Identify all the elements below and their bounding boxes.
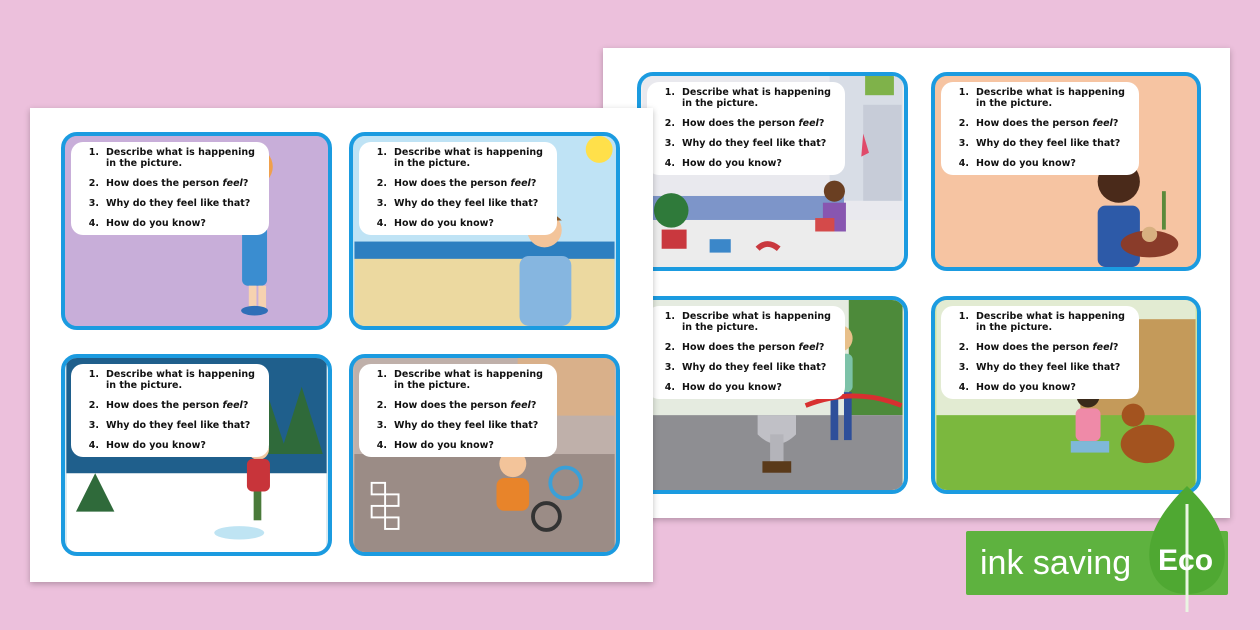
question-item — [365, 178, 551, 189]
question-item — [77, 198, 263, 209]
question-text — [976, 118, 1133, 129]
question-number: 2. — [376, 178, 387, 189]
question-text: How do you know? — [976, 158, 1076, 169]
question-item — [653, 118, 839, 129]
question-text-part: ? — [530, 400, 537, 411]
question-number: 1. — [664, 311, 675, 322]
question-item — [653, 342, 839, 353]
question-number: 2. — [88, 400, 99, 411]
question-number: 2. — [376, 400, 387, 411]
question-list — [77, 147, 263, 229]
question-number: 4. — [664, 382, 675, 393]
question-number: 2. — [664, 342, 675, 353]
question-number: 2. — [664, 118, 675, 129]
question-text: Why do they feel like that? — [682, 138, 827, 149]
question-text: Describe what is happening in the picture. — [682, 87, 831, 109]
card-bike — [349, 354, 620, 556]
question-text-part: How does the person — [976, 342, 1093, 353]
question-emphasis: feel — [510, 178, 531, 189]
question-bubble — [941, 306, 1139, 399]
question-number: 1. — [376, 369, 387, 380]
question-text-part: How does the person — [394, 400, 511, 411]
question-text: Why do they feel like that? — [976, 362, 1121, 373]
question-item — [947, 311, 1133, 333]
question-item — [77, 420, 263, 431]
question-bubble — [647, 306, 845, 399]
question-number: 1. — [376, 147, 387, 158]
question-text-part: ? — [1112, 118, 1119, 129]
question-item — [77, 440, 263, 451]
question-item — [653, 138, 839, 149]
question-item — [947, 342, 1133, 353]
question-emphasis: feel — [222, 178, 243, 189]
question-item — [365, 198, 551, 209]
question-text — [682, 342, 839, 353]
question-list — [947, 87, 1133, 169]
question-text — [976, 342, 1133, 353]
question-text-part: How does the person — [394, 178, 511, 189]
card-cake — [931, 72, 1201, 271]
question-emphasis: feel — [798, 118, 819, 129]
question-number: 4. — [88, 218, 99, 229]
question-number: 2. — [958, 342, 969, 353]
question-text: How do you know? — [682, 158, 782, 169]
question-item — [365, 369, 551, 391]
question-item — [947, 87, 1133, 109]
question-text-part: How does the person — [106, 400, 223, 411]
question-number: 1. — [958, 87, 969, 98]
question-bubble — [941, 82, 1139, 175]
question-emphasis: feel — [798, 342, 819, 353]
question-item — [653, 362, 839, 373]
question-number: 2. — [88, 178, 99, 189]
question-number: 4. — [376, 218, 387, 229]
question-list — [365, 369, 551, 451]
question-item — [653, 87, 839, 109]
question-item — [653, 382, 839, 393]
question-number: 1. — [958, 311, 969, 322]
question-bubble — [71, 142, 269, 235]
question-list — [365, 147, 551, 229]
question-item — [77, 369, 263, 391]
question-text: Describe what is happening in the picture. — [682, 311, 831, 333]
question-text: Why do they feel like that? — [106, 420, 251, 431]
back-worksheet — [603, 48, 1230, 518]
question-text — [682, 118, 839, 129]
question-item — [365, 440, 551, 451]
question-text: Describe what is happening in the picture. — [394, 147, 543, 169]
question-text: Describe what is happening in the picture. — [976, 311, 1125, 333]
question-item — [947, 118, 1133, 129]
question-text: Why do they feel like that? — [106, 198, 251, 209]
question-item — [947, 158, 1133, 169]
question-text: How do you know? — [976, 382, 1076, 393]
question-list — [653, 311, 839, 393]
eco-label: Eco — [1158, 544, 1214, 577]
question-text: Describe what is happening in the picture. — [106, 147, 255, 169]
question-number: 4. — [958, 382, 969, 393]
question-item — [77, 147, 263, 169]
question-number: 3. — [664, 362, 675, 373]
question-list — [653, 87, 839, 169]
question-bubble — [71, 364, 269, 457]
question-text: Why do they feel like that? — [394, 198, 539, 209]
question-text: How do you know? — [394, 440, 494, 451]
question-text — [106, 178, 263, 189]
question-number: 3. — [376, 420, 387, 431]
question-text: Describe what is happening in the picture. — [394, 369, 543, 391]
question-number: 3. — [88, 198, 99, 209]
question-text: How do you know? — [106, 440, 206, 451]
question-emphasis: feel — [510, 400, 531, 411]
question-number: 4. — [958, 158, 969, 169]
question-item — [365, 420, 551, 431]
question-text-part: ? — [242, 400, 249, 411]
question-text-part: How does the person — [976, 118, 1093, 129]
question-item — [947, 362, 1133, 373]
question-text-part: ? — [242, 178, 249, 189]
question-item — [77, 218, 263, 229]
question-number: 3. — [664, 138, 675, 149]
question-number: 4. — [88, 440, 99, 451]
question-item — [653, 311, 839, 333]
question-text: How do you know? — [394, 218, 494, 229]
question-text-part: ? — [818, 118, 825, 129]
card-beach — [349, 132, 620, 330]
question-text: How do you know? — [682, 382, 782, 393]
question-bubble — [359, 142, 557, 235]
question-text-part: ? — [1112, 342, 1119, 353]
question-number: 3. — [376, 198, 387, 209]
question-item — [77, 400, 263, 411]
question-item — [365, 147, 551, 169]
question-item — [77, 178, 263, 189]
question-bubble — [359, 364, 557, 457]
card-present — [637, 72, 908, 271]
question-text: Why do they feel like that? — [682, 362, 827, 373]
card-broken-toy — [61, 132, 332, 330]
question-item — [947, 138, 1133, 149]
question-text: Describe what is happening in the picture. — [976, 87, 1125, 109]
ink-saving-label: ink saving — [980, 544, 1132, 582]
question-item — [365, 400, 551, 411]
question-number: 2. — [958, 118, 969, 129]
question-number: 3. — [958, 362, 969, 373]
question-text — [394, 178, 551, 189]
question-number: 3. — [958, 138, 969, 149]
question-item — [653, 158, 839, 169]
question-item — [947, 382, 1133, 393]
question-text: How do you know? — [106, 218, 206, 229]
question-emphasis: feel — [1092, 342, 1113, 353]
front-worksheet — [30, 108, 653, 582]
question-text: Why do they feel like that? — [394, 420, 539, 431]
question-text: Describe what is happening in the picture. — [106, 369, 255, 391]
question-text — [394, 400, 551, 411]
question-text — [106, 400, 263, 411]
question-text-part: ? — [530, 178, 537, 189]
question-number: 1. — [88, 369, 99, 380]
card-race — [637, 296, 908, 494]
question-item — [365, 218, 551, 229]
question-emphasis: feel — [222, 400, 243, 411]
question-number: 4. — [664, 158, 675, 169]
question-text-part: How does the person — [682, 342, 799, 353]
question-bubble — [647, 82, 845, 175]
question-number: 1. — [664, 87, 675, 98]
question-list — [947, 311, 1133, 393]
question-number: 1. — [88, 147, 99, 158]
question-text: Why do they feel like that? — [976, 138, 1121, 149]
card-dog — [931, 296, 1201, 494]
question-number: 3. — [88, 420, 99, 431]
question-text-part: ? — [818, 342, 825, 353]
question-list — [77, 369, 263, 451]
question-number: 4. — [376, 440, 387, 451]
question-text-part: How does the person — [682, 118, 799, 129]
question-text-part: How does the person — [106, 178, 223, 189]
card-ice — [61, 354, 332, 556]
question-emphasis: feel — [1092, 118, 1113, 129]
